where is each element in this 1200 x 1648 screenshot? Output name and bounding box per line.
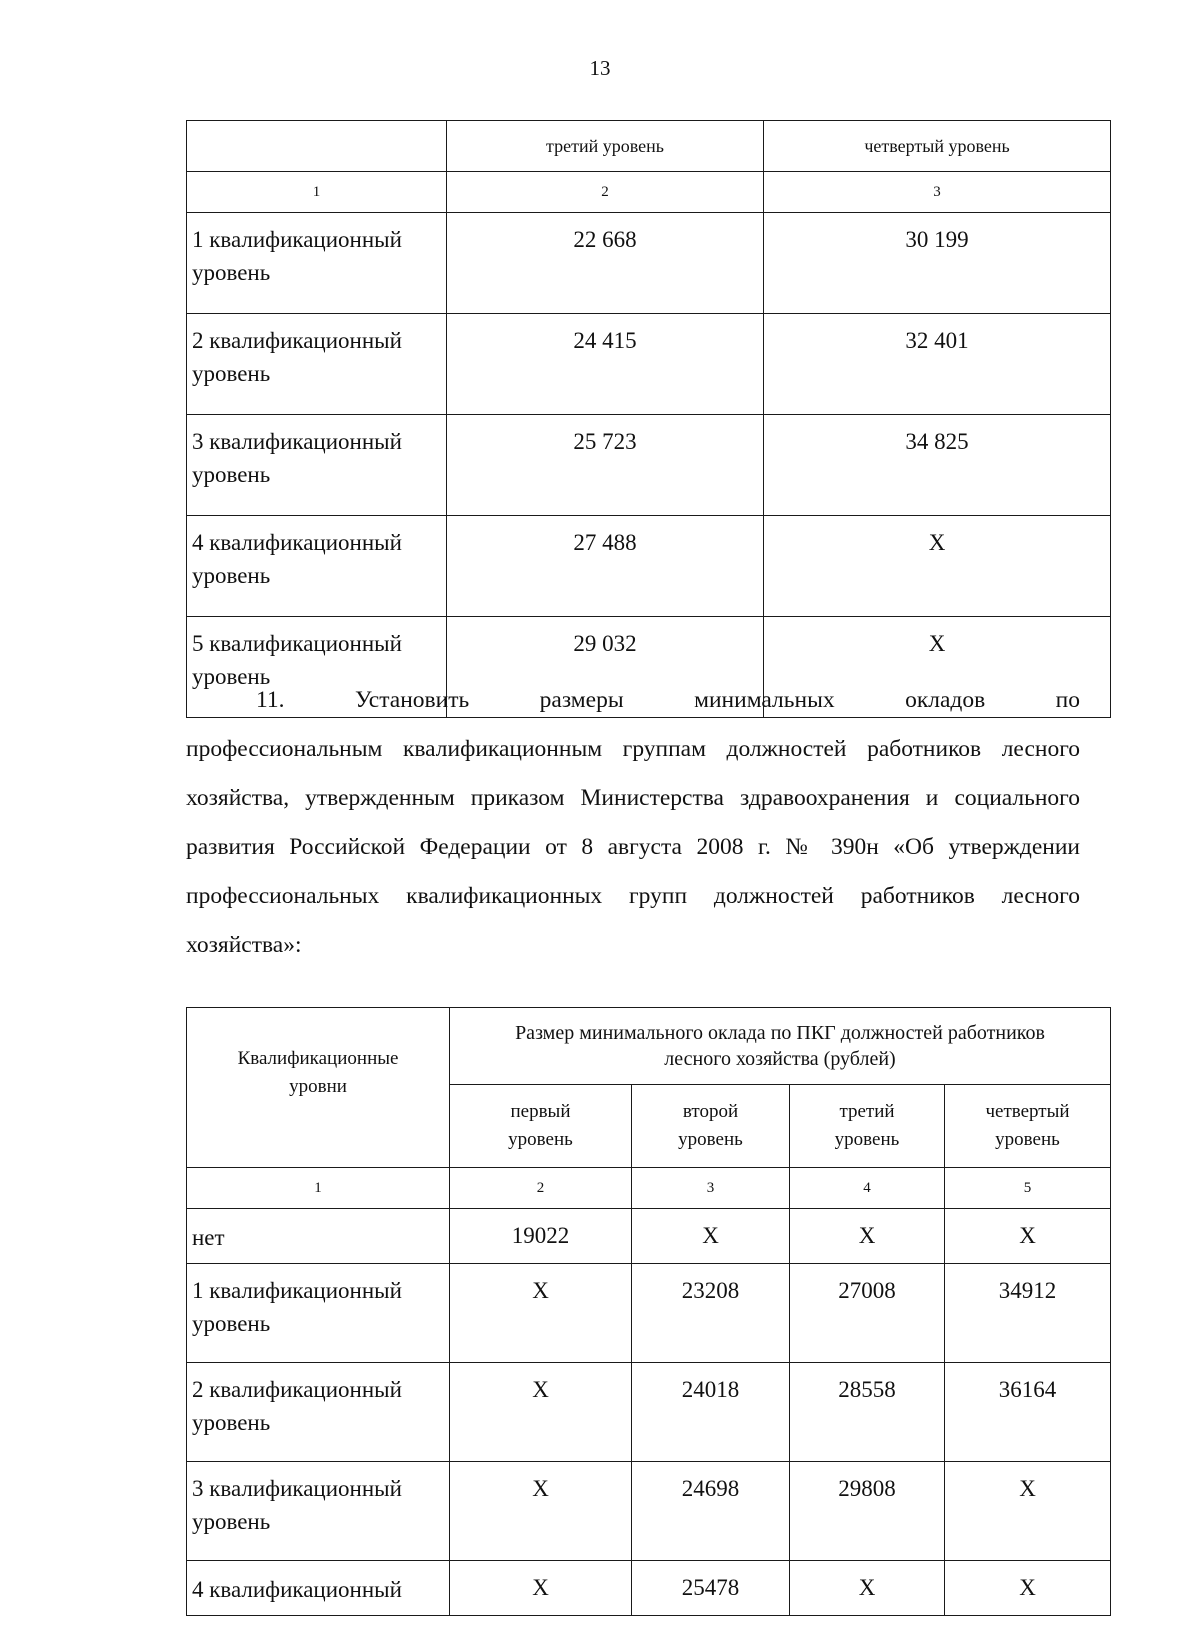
paragraph-11 — [186, 676, 1080, 970]
value-cell: 34912 — [945, 1264, 1111, 1363]
index-cell: 2 — [450, 1168, 632, 1209]
index-cell: 2 — [447, 172, 764, 213]
row-label: 5 квалификационный уровень — [187, 617, 447, 718]
header-cell-empty — [187, 121, 447, 172]
table-row — [187, 1462, 1111, 1561]
value-cell: 30 199 — [764, 213, 1111, 314]
index-cell: 4 — [790, 1168, 945, 1209]
row-label: 1 квалификационный уровень — [187, 1264, 450, 1363]
row-label: 1 квалификационный уровень — [187, 213, 447, 314]
value-cell: Х — [790, 1561, 945, 1616]
forestry-salary-table — [186, 1007, 1111, 1616]
value-cell: Х — [945, 1561, 1111, 1616]
column-index-row — [187, 1168, 1111, 1209]
index-cell: 3 — [764, 172, 1111, 213]
table-row — [187, 1209, 1111, 1264]
table-row — [187, 1264, 1111, 1363]
salary-table-levels-3-4 — [186, 120, 1111, 718]
value-cell: 36164 — [945, 1363, 1111, 1462]
value-cell: 24698 — [632, 1462, 790, 1561]
page-number: 13 — [589, 56, 611, 80]
value-cell: 29808 — [790, 1462, 945, 1561]
value-cell: 34 825 — [764, 415, 1111, 516]
value-cell: 25 723 — [447, 415, 764, 516]
table-row — [187, 415, 1111, 516]
value-cell: Х — [450, 1561, 632, 1616]
value-cell: 29 032 — [447, 617, 764, 718]
header-second-level: второй уровень — [632, 1085, 790, 1168]
table-row — [187, 1561, 1111, 1616]
value-cell: 22 668 — [447, 213, 764, 314]
value-cell: 28558 — [790, 1363, 945, 1462]
qualification-levels-header: Квалификационные уровни — [187, 1008, 450, 1168]
row-label: 3 квалификационный уровень — [187, 1462, 450, 1561]
value-cell: Х — [450, 1462, 632, 1561]
row-label: нет — [187, 1209, 450, 1264]
table-row — [187, 516, 1111, 617]
table-row — [187, 1363, 1111, 1462]
paragraph-body: профессиональным квалификационным группам должностей работников лесного хозяйства, утвержденным приказом Министерства здравоохранения и социального развития Российской Федерации от 8 августа 2008 г. № 390н «Об утверждении профессиональных квалификационных групп должностей работников лесного хозяйства»: — [186, 736, 1080, 958]
table-header-row — [187, 121, 1111, 172]
value-cell: 19022 — [450, 1209, 632, 1264]
index-cell: 5 — [945, 1168, 1111, 1209]
value-cell: 27 488 — [447, 516, 764, 617]
value-cell: 32 401 — [764, 314, 1111, 415]
index-cell: 1 — [187, 172, 447, 213]
column-index-row — [187, 172, 1111, 213]
row-label: 3 квалификационный уровень — [187, 415, 447, 516]
group-header-row — [187, 1008, 1111, 1085]
value-cell: Х — [764, 617, 1111, 718]
row-label: 2 квалификационный уровень — [187, 314, 447, 415]
table-row — [187, 213, 1111, 314]
index-cell: 3 — [632, 1168, 790, 1209]
header-cell-fourth-level: четвертый уровень — [764, 121, 1111, 172]
header-fourth-level: четвертый уровень — [945, 1085, 1111, 1168]
value-cell: Х — [450, 1264, 632, 1363]
index-cell: 1 — [187, 1168, 450, 1209]
row-label: 4 квалификационный уровень — [187, 516, 447, 617]
value-cell: Х — [764, 516, 1111, 617]
row-label: 4 квалификационный — [187, 1561, 450, 1616]
value-cell: Х — [945, 1462, 1111, 1561]
value-cell: Х — [450, 1363, 632, 1462]
header-cell-third-level: третий уровень — [447, 121, 764, 172]
row-label: 2 квалификационный уровень — [187, 1363, 450, 1462]
value-cell: Х — [945, 1209, 1111, 1264]
value-cell: 24 415 — [447, 314, 764, 415]
table-row — [187, 314, 1111, 415]
min-salary-group-header: Размер минимального оклада по ПКГ должностей работников лесного хозяйства (рублей) — [450, 1008, 1111, 1085]
value-cell: 23208 — [632, 1264, 790, 1363]
value-cell: Х — [632, 1209, 790, 1264]
header-third-level: третий уровень — [790, 1085, 945, 1168]
value-cell: Х — [790, 1209, 945, 1264]
value-cell: 24018 — [632, 1363, 790, 1462]
value-cell: 27008 — [790, 1264, 945, 1363]
value-cell: 25478 — [632, 1561, 790, 1616]
paragraph-first-line: 11. Установить размеры минимальных окладов по — [256, 687, 1080, 713]
header-first-level: первый уровень — [450, 1085, 632, 1168]
